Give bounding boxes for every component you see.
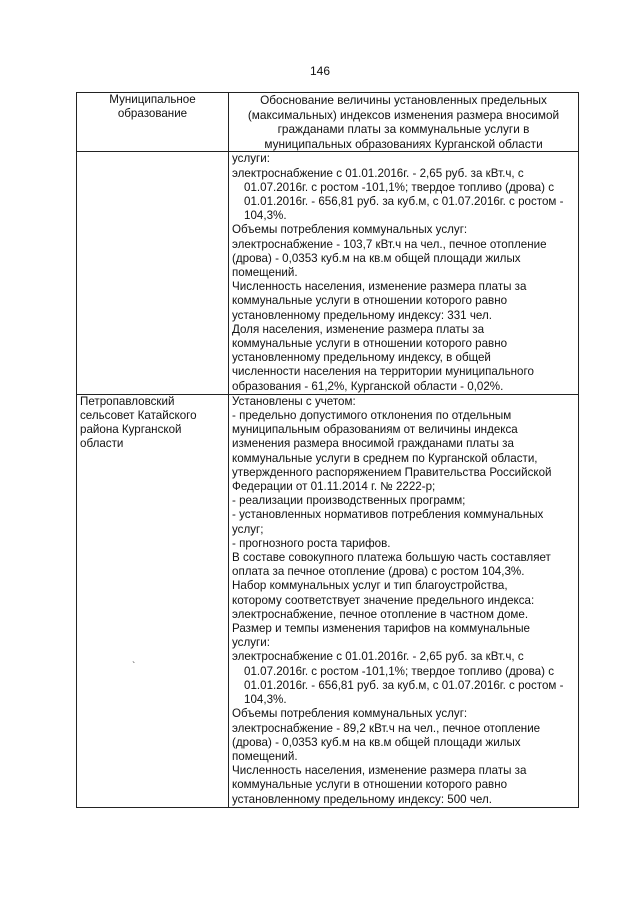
text-line: сельсовет Катайского bbox=[80, 409, 197, 423]
text-line: численности населения на территории муниципального bbox=[232, 365, 534, 379]
table-header-row bbox=[77, 93, 579, 152]
text-line: Объемы потребления коммунальных услуг: bbox=[232, 223, 468, 237]
text-line: Федерации от 01.11.2014 г. № 2222-р; bbox=[232, 480, 436, 494]
text-line: (дрова) - 0,0353 куб.м на кв.м общей площади жилых bbox=[232, 735, 521, 749]
text-line: электроснабжение - 103,7 кВт.ч на чел., печное отопление bbox=[232, 237, 547, 251]
justification-cell bbox=[229, 152, 579, 394]
text-line: гражданами платы за коммунальные услуги в bbox=[277, 122, 530, 137]
text-line: - прогнозного роста тарифов. bbox=[232, 536, 391, 550]
text-line: установленному предельному индексу: 331 чел. bbox=[232, 308, 492, 322]
text-line: электроснабжение, печное отопление в частном доме. bbox=[232, 607, 529, 621]
municipality-cell bbox=[77, 394, 229, 807]
stray-mark: ` bbox=[132, 661, 136, 672]
text-line: - предельно допустимого отклонения по отдельным bbox=[232, 409, 512, 423]
text-line: 01.01.2016г. - 656,81 руб. за куб.м, с 01.07.2016г. с ростом - bbox=[244, 678, 564, 692]
text-line: Доля населения, изменение размера платы за bbox=[232, 322, 485, 336]
text-line: электроснабжение - 89,2 кВт.ч на чел., печное отопление bbox=[232, 721, 541, 735]
text-line: области bbox=[80, 437, 124, 451]
text-line: изменения размера вносимой гражданами платы за bbox=[232, 437, 514, 451]
text-line: коммунальные услуги в отношении которого равно bbox=[232, 778, 508, 792]
text-line: Размер и темпы изменения тарифов на коммунальные bbox=[232, 622, 530, 636]
text-line: электроснабжение с 01.01.2016г. - 2,65 руб. за кВт.ч, с bbox=[232, 166, 524, 180]
text-line: 01.07.2016г. с ростом -101,1%; твердое топливо (дрова) с bbox=[244, 664, 555, 678]
text-line: помещений. bbox=[232, 749, 298, 763]
text-line: которому соответствует значение предельного индекса: bbox=[232, 593, 535, 607]
text-line: образования - 61,2%, Курганской области - 0,02%. bbox=[232, 379, 504, 393]
page-number: 146 bbox=[309, 64, 331, 78]
text-line: коммунальные услуги в среднем по Курганской области, bbox=[232, 451, 538, 465]
justification-table bbox=[76, 92, 579, 808]
text-line: услуг; bbox=[232, 522, 264, 536]
text-line: муниципальных образованиях Курганской области bbox=[264, 136, 543, 151]
text-line: Обоснование величины установленных предельных bbox=[260, 93, 547, 107]
text-line: 104,3%. bbox=[244, 209, 287, 223]
text-line: утвержденного распоряжением Правительства Российской bbox=[232, 465, 552, 479]
justification-cell bbox=[229, 394, 579, 807]
text-line: В составе совокупного платежа большую часть составляет bbox=[232, 551, 551, 565]
text-line: Объемы потребления коммунальных услуг: bbox=[232, 707, 468, 721]
text-line: Петропавловский bbox=[80, 394, 175, 408]
text-line: - реализации производственных программ; bbox=[232, 494, 466, 508]
text-line: оплата за печное отопление (дрова) с ростом 104,3%. bbox=[232, 565, 525, 579]
header-municipality bbox=[77, 93, 229, 152]
text-line: муниципальным образованиям от величины индекса bbox=[232, 423, 518, 437]
text-line: установленному предельному индексу: 500 чел. bbox=[232, 792, 492, 806]
text-line: коммунальные услуги в отношении которого равно bbox=[232, 294, 508, 308]
text-line: Численность населения, изменение размера платы за bbox=[232, 764, 527, 778]
municipality-cell bbox=[77, 152, 229, 394]
table-row bbox=[77, 152, 579, 394]
text-line: Установлены с учетом: bbox=[232, 394, 356, 408]
text-line: Набор коммунальных услуг и тип благоустройства, bbox=[232, 579, 508, 593]
text-line: установленному предельному индексу, в общей bbox=[232, 351, 491, 365]
text-line: Муниципальное bbox=[109, 93, 196, 106]
text-line: помещений. bbox=[232, 266, 298, 279]
table-row bbox=[77, 394, 579, 807]
text-line: 01.01.2016г. - 656,81 руб. за куб.м, с 01.07.2016г. с ростом - bbox=[244, 194, 564, 208]
text-line: 104,3%. bbox=[244, 693, 287, 707]
text-line: Численность населения, изменение размера платы за bbox=[232, 280, 527, 294]
text-line: образование bbox=[117, 107, 188, 121]
text-line: (дрова) - 0,0353 куб.м на кв.м общей площади жилых bbox=[232, 251, 521, 265]
header-justification bbox=[229, 93, 579, 152]
text-line: услуги: bbox=[232, 636, 270, 650]
text-line: услуги: bbox=[232, 152, 270, 166]
text-line: района Курганской bbox=[80, 423, 182, 437]
text-line: электроснабжение с 01.01.2016г. - 2,65 руб. за кВт.ч, с bbox=[232, 650, 524, 664]
text-line: (максимальных) индексов изменения размера вносимой bbox=[247, 107, 560, 122]
text-line: коммунальные услуги в отношении которого равно bbox=[232, 337, 508, 351]
text-line: - установленных нормативов потребления коммунальных bbox=[232, 508, 544, 522]
text-line: 01.07.2016г. с ростом -101,1%; твердое топливо (дрова) с bbox=[244, 180, 555, 194]
